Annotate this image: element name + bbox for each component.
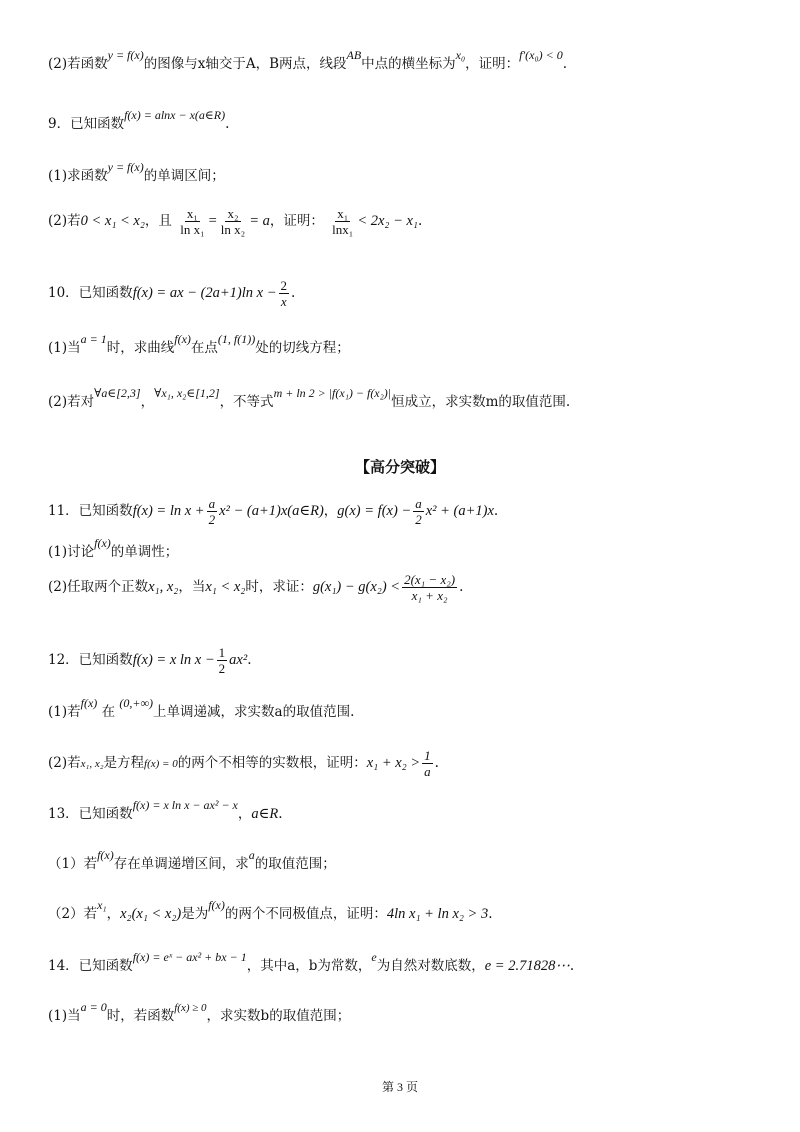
- math: a: [248, 848, 255, 862]
- math: f(x): [174, 332, 191, 346]
- math: f(x) = 0: [144, 758, 178, 770]
- q12-stem: 12．已知函数f(x) = x ln x − $\frac{1}{2}$ ax².: [48, 645, 252, 676]
- math: f(x) = x ln x − ax² − x: [132, 798, 238, 812]
- math: f(x) = ax − (2a+1)ln x −: [132, 285, 277, 301]
- q11-part2: (2)任取两个正数x₁, x₂，当x₁ < x₂时，求证：g(x₁) − g(x₂) < $\frac{\text{2(x₁ − x₂)}}{\text{x₁ + x₂}}$ .: [48, 572, 464, 603]
- fraction: $\frac{a}{2}$: [415, 496, 422, 527]
- math: x₁ < x₂: [205, 579, 246, 595]
- q9-part2: (2)若0 < x₁ < x₂，且 $\frac{\text{x₁}}{\text{ln x₁}}$ = $\frac{\text{x₂}}{\text{ln x₂}}$ = a，证明： $\frac{\text{x₁}}{\text{lnx₁}}$ < 2x₂ − x₁.: [48, 206, 423, 237]
- math: 0 < x₁ < x₂: [80, 213, 145, 229]
- math: = a: [249, 213, 270, 229]
- q12-part1: (1)若f(x) 在 (0,+∞)上单调递减，求实数a的取值范围.: [48, 696, 355, 720]
- fraction: $\frac{1}{2}$: [218, 645, 226, 676]
- math: f(x) = x ln x −: [132, 652, 215, 668]
- math: a∈R: [251, 806, 279, 822]
- math: x₂(x₁ < x₂): [120, 906, 182, 922]
- math: x² + (a+1)x: [425, 503, 494, 519]
- q10-part1: (1)当a = 1时，求曲线f(x)在点(1, f(1))处的切线方程；: [48, 332, 350, 356]
- math: a = 1: [80, 332, 107, 346]
- q11-stem: 11．已知函数f(x) = ln x + $\frac{a}{2}$ x² − (a+1)x(a∈R)，g(x) = f(x) − $\frac{a}{2}$ x² + (a+1)x.: [48, 496, 499, 527]
- math: m + ln 2 > |f(x₁) − f(x₂)|: [273, 386, 392, 400]
- math: e: [371, 950, 377, 964]
- math: ∀a∈[2,3]: [94, 386, 141, 400]
- math: (0,+∞): [119, 696, 154, 710]
- fraction: $\frac{a}{2}$: [208, 496, 216, 527]
- math: x² − (a+1)x(a∈R): [219, 503, 324, 519]
- math: e = 2.71828⋯: [484, 958, 570, 974]
- section-title: 【高分突破】: [354, 458, 445, 476]
- math: f(x): [94, 536, 111, 550]
- math: x₁, x₂: [80, 758, 104, 770]
- q14-stem: 14．已知函数f(x) = eˣ − ax² + bx − 1，其中a，b为常数，e为自然对数底数，e = 2.71828⋯.: [48, 950, 575, 974]
- q12-part2: (2)若x₁, x₂是方程f(x) = 0的两个不相等的实数根，证明：x₁ + x₂ > $\frac{1}{a}$ .: [48, 748, 439, 779]
- fraction: $\frac{2}{x}$: [280, 278, 288, 309]
- math: (1, f(1)): [217, 332, 256, 346]
- q9-part1: (1)求函数y = f(x)的单调区间；: [48, 160, 225, 184]
- math: AB: [346, 48, 362, 62]
- math: a = 0: [80, 1000, 107, 1014]
- fraction: $\frac{\text{2(x₁ − x₂)}}{\text{x₁ + x₂}}$: [404, 572, 456, 603]
- math: f(x) ≥ 0: [174, 1002, 207, 1014]
- math: f(x): [97, 848, 114, 862]
- q13-part2: （2）若x₁，x₂(x₁ < x₂)是为f(x)的两个不同极值点，证明：4ln x₁ + ln x₂ > 3.: [48, 898, 493, 922]
- math: f(x) = ln x +: [132, 503, 205, 519]
- fraction: $\frac{1}{a}$: [424, 748, 431, 779]
- page-number: 第 3 页: [381, 1080, 418, 1094]
- math: f(x) = alnx − x(a∈R): [124, 108, 226, 122]
- q11-part1: (1)讨论f(x)的单调性；: [48, 536, 179, 560]
- math: x₀: [455, 48, 466, 62]
- math: ∀x₁, x₂∈[1,2]: [154, 386, 220, 400]
- math: x₁, x₂: [148, 579, 179, 595]
- math: g(x) = f(x) −: [337, 503, 412, 519]
- q13-part1: （1）若f(x)存在单调递增区间，求a的取值范围；: [48, 848, 336, 872]
- q9-stem: 9．已知函数f(x) = alnx − x(a∈R).: [48, 108, 230, 132]
- math: y = f(x): [107, 48, 144, 62]
- fraction: $\frac{\text{x₁}}{\text{lnx₁}}$: [332, 206, 354, 237]
- fraction: $\frac{\text{x₁}}{\text{ln x₁}}$: [180, 206, 205, 237]
- math: 4ln x₁ + ln x₂ > 3: [386, 906, 489, 922]
- math: f(x) = eˣ − ax² + bx − 1: [132, 950, 247, 964]
- math: f(x): [80, 696, 98, 710]
- q10-stem: 10．已知函数f(x) = ax − (2a+1)ln x − $\frac{2}{x}$ .: [48, 278, 296, 309]
- math: ax²: [229, 652, 248, 668]
- fraction: $\frac{\text{x₂}}{\text{ln x₂}}$: [220, 206, 246, 237]
- math: g(x₁) − g(x₂) <: [312, 579, 401, 595]
- q13-stem: 13．已知函数f(x) = x ln x − ax² − x，a∈R.: [48, 798, 283, 822]
- math: y = f(x): [107, 160, 144, 174]
- math: x₁: [97, 898, 107, 912]
- math: x₁ + x₂ >: [366, 755, 421, 771]
- math: < 2x₂ − x₁: [357, 213, 418, 229]
- q8-part2: (2)若函数y = f(x)的图像与x轴交于A，B两点，线段AB中点的横坐标为x₀，证明：f′(x₀) < 0.: [48, 48, 568, 72]
- q14-part1: (1)当a = 0时，若函数$^{f(x) \ge 0}$，求实数b的取值范围；: [48, 1000, 351, 1024]
- q10-part2: (2)若对∀a∈[2,3]，∀x₁, x₂∈[1,2]，不等式m + ln 2 > |f(x₁) − f(x₂)|恒成立，求实数m的取值范围.: [48, 386, 571, 410]
- math: f′(x₀) < 0: [519, 48, 563, 62]
- math: f(x): [208, 898, 225, 912]
